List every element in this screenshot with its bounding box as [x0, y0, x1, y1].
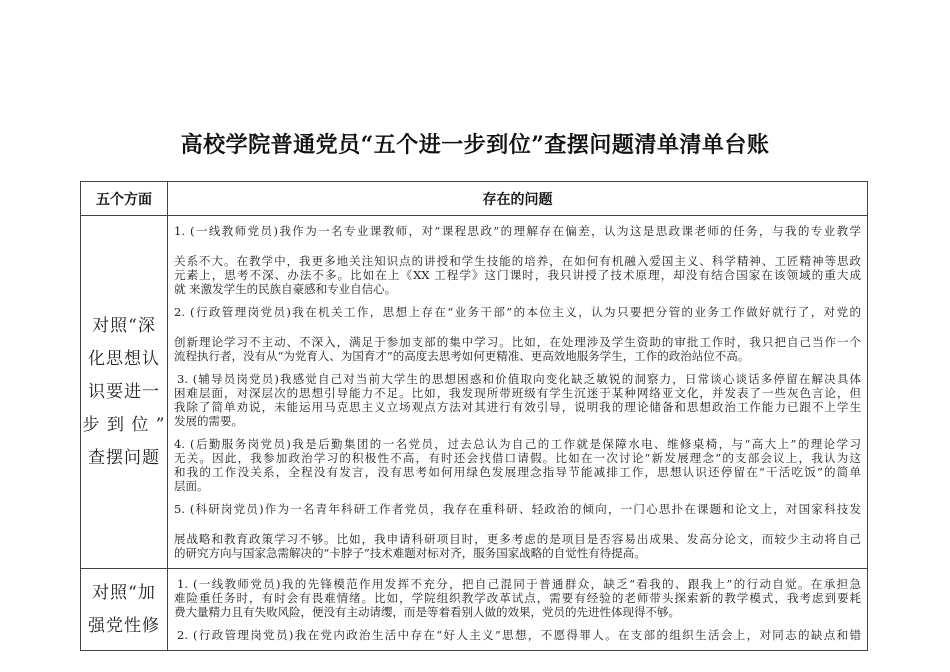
table-row	[81, 569, 868, 651]
text-line: 元素上，思考不深、办法不多。比如在上《XX 工程学》这门课时，我只讲授了技术原理，却没有结合国家在该领域的重大成	[174, 268, 861, 282]
problems-cell	[168, 216, 868, 569]
text-line: 创新理论学习不主动、不深入，满足于参加支部的集中学习。比如，在处理涉及学生资助的审批工作时，我只把自己当作一个	[174, 335, 861, 349]
text-line: 无关。因此，我参加政治学习的积极性不高，有时还会找借口请假。比如在一次讨论“新发展理念”的支部会议上，我认为这	[174, 451, 861, 465]
aspect-line: 步 到 位 ”	[82, 414, 166, 435]
text-line: 2. (行政管理岗党员)我在党内政治生活中存在“好人主义”思想，不愿得罪人。在支部的组织生活会上，对同志的缺点和错	[177, 628, 861, 642]
text-line: 4. (后勤服务岗党员)我是后勤集团的一名党员，过去总认为自己的工作就是保障水电、维修桌椅，与“高大上”的理论学习	[174, 437, 861, 451]
text-line: 层面。	[174, 479, 209, 493]
text-line: 费大量精力且有失败风险，便没有主动请缨，而是等着看别人做的效果，党员的先进性体现得不够。	[174, 605, 680, 619]
problem-item	[174, 437, 861, 493]
problem-item	[174, 372, 861, 428]
problems-cell	[168, 569, 868, 651]
header-aspects: 五个方面	[81, 182, 168, 216]
header-problems: 存在的问题	[168, 182, 868, 216]
problem-item	[174, 502, 861, 560]
text-line: 流程执行者，没有从“为党育人、为国育才”的高度去思考如何更精准、更高效地服务学生，工作的政治站位不高。	[174, 349, 750, 363]
text-line: 难险重任务时，有时会有畏难情绪。比如，学院组织教学改革试点，需要有经验的老师带头探索新的教学模式，我考虑到要耗	[174, 591, 861, 605]
text-line: 发展的需要。	[174, 414, 243, 428]
text-line: 就 来激发学生的民族自豪感和专业自信心。	[174, 282, 397, 296]
aspect-cell	[81, 216, 168, 569]
aspect-cell	[81, 569, 168, 651]
text-line: 和我的工作没关系，全程没有发言，没有思考如何用绿色发展理念指导节能减排工作，思想认识还停留在“干活吃饭”的简单	[174, 465, 861, 479]
aspect-line: 强党性修	[88, 615, 160, 636]
aspect-line: 查摆问题	[88, 447, 160, 468]
text-line: 2. (行政管理岗党员)我在机关工作，思想上存在“业务干部”的本位主义，认为只要把分管的业务工作做好就行了，对党的	[174, 305, 861, 319]
table-row	[81, 216, 868, 569]
text-line: 我除了简单劝说，未能运用马克思主义立场观点方法对其进行有效引导，说明我的理论储备和思想政治工作能力已跟不上学生	[174, 400, 861, 414]
document-title: 高校学院普通党员“五个进一步到位”查摆问题清单清单台账	[180, 132, 770, 158]
text-line: 展战略和教育政策学习不够。比如，我申请科研项目时，更多考虑的是项目是否容易出成果、发高分论文，而较少主动将自己	[174, 532, 861, 546]
text-line: 的研究方向与国家急需解决的“卡脖子”技术难题对标对齐，服务国家战略的自觉性有待提高。	[174, 546, 646, 560]
problem-item	[174, 628, 861, 642]
aspect-line: 对照“深	[92, 315, 156, 336]
aspect-line: 对照“加	[92, 582, 156, 603]
table-header-row	[81, 182, 868, 216]
text-line: 5. (科研岗党员)作为一名青年科研工作者党员，我存在重科研、轻政治的倾向，一门心思扑在课题和论文上，对国家科技发	[174, 502, 861, 516]
text-line: 1. (一线教师党员)我的先锋模范作用发挥不充分，把自己混同于普通群众，缺乏“看我的、跟我上”的行动自觉。在承担急	[177, 577, 861, 591]
text-line: 关系不大。在教学中，我更多地关注知识点的讲授和学生技能的培养，在如何有机融入爱国主义、科学精神、工匠精神等思政	[174, 254, 861, 268]
problem-item	[174, 305, 861, 363]
aspect-line: 识要进一	[88, 381, 160, 402]
text-line: 3. (辅导员岗党员)我感觉自己对当前大学生的思想困惑和价值取向变化缺乏敏锐的洞察力，日常谈心谈话多停留在解决具体	[177, 372, 861, 386]
problem-ledger-table	[80, 181, 868, 651]
problem-item	[174, 224, 861, 296]
aspect-line: 化思想认	[88, 348, 160, 369]
text-line: 困难层面，对深层次的思想引导能力不足。比如，我发现所带班级有学生沉迷于某种网络亚文化，并发表了一些灰色言论，但	[174, 386, 861, 400]
problem-item	[174, 577, 861, 619]
text-line: 1. (一线教师党员)我作为一名专业课教师，对“课程思政”的理解存在偏差，认为这是思政课老师的任务，与我的专业教学	[174, 224, 861, 238]
